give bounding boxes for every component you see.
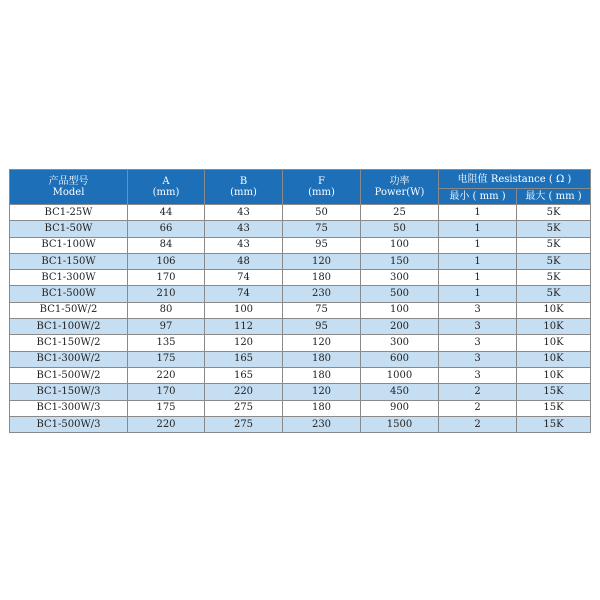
cell-power: 300 [361, 270, 439, 286]
header-resistance-max: 最大 ( mm ) [517, 189, 591, 205]
cell-a: 220 [128, 367, 205, 383]
cell-power: 500 [361, 286, 439, 302]
table-row [10, 270, 591, 286]
cell-f: 120 [283, 384, 361, 400]
cell-res-min: 1 [439, 237, 517, 253]
cell-power: 900 [361, 400, 439, 416]
cell-power: 25 [361, 205, 439, 221]
cell-power: 200 [361, 319, 439, 335]
cell-a: 170 [128, 384, 205, 400]
cell-f: 120 [283, 253, 361, 269]
cell-f: 50 [283, 205, 361, 221]
cell-a: 170 [128, 270, 205, 286]
cell-res-max: 15K [517, 400, 591, 416]
cell-a: 220 [128, 416, 205, 432]
table-row [10, 335, 591, 351]
cell-model: BC1-300W [10, 270, 128, 286]
cell-b: 100 [205, 302, 283, 318]
cell-f: 180 [283, 400, 361, 416]
cell-f: 75 [283, 302, 361, 318]
cell-f: 95 [283, 237, 361, 253]
spec-table [9, 169, 591, 433]
cell-power: 100 [361, 302, 439, 318]
cell-res-max: 10K [517, 319, 591, 335]
cell-b: 43 [205, 205, 283, 221]
cell-f: 230 [283, 416, 361, 432]
cell-b: 43 [205, 237, 283, 253]
cell-res-max: 5K [517, 221, 591, 237]
cell-res-min: 1 [439, 253, 517, 269]
cell-b: 220 [205, 384, 283, 400]
table-row [10, 384, 591, 400]
cell-a: 135 [128, 335, 205, 351]
header-resistance: 电阻值 Resistance ( Ω ) [439, 170, 591, 189]
cell-res-min: 2 [439, 416, 517, 432]
header-model: 产品型号 Model [10, 170, 128, 205]
cell-a: 44 [128, 205, 205, 221]
cell-a: 175 [128, 400, 205, 416]
cell-model: BC1-300W/2 [10, 351, 128, 367]
cell-f: 95 [283, 319, 361, 335]
cell-b: 165 [205, 367, 283, 383]
table-row [10, 253, 591, 269]
cell-power: 450 [361, 384, 439, 400]
table-row [10, 367, 591, 383]
table-header [10, 170, 591, 205]
cell-a: 106 [128, 253, 205, 269]
cell-res-max: 5K [517, 237, 591, 253]
cell-f: 180 [283, 367, 361, 383]
table-row [10, 400, 591, 416]
cell-res-max: 15K [517, 384, 591, 400]
cell-a: 210 [128, 286, 205, 302]
cell-res-max: 10K [517, 367, 591, 383]
cell-res-max: 5K [517, 286, 591, 302]
cell-power: 150 [361, 253, 439, 269]
cell-res-min: 1 [439, 270, 517, 286]
table-body [10, 205, 591, 433]
cell-res-min: 2 [439, 384, 517, 400]
cell-res-min: 1 [439, 205, 517, 221]
cell-model: BC1-50W [10, 221, 128, 237]
cell-model: BC1-500W/3 [10, 416, 128, 432]
cell-model: BC1-150W/2 [10, 335, 128, 351]
cell-model: BC1-500W/2 [10, 367, 128, 383]
cell-model: BC1-100W/2 [10, 319, 128, 335]
cell-model: BC1-25W [10, 205, 128, 221]
table-row [10, 416, 591, 432]
cell-power: 300 [361, 335, 439, 351]
cell-res-max: 5K [517, 253, 591, 269]
cell-model: BC1-150W [10, 253, 128, 269]
cell-power: 1000 [361, 367, 439, 383]
cell-power: 100 [361, 237, 439, 253]
cell-power: 50 [361, 221, 439, 237]
header-f: F (mm) [283, 170, 361, 205]
cell-res-min: 2 [439, 400, 517, 416]
cell-a: 66 [128, 221, 205, 237]
cell-res-min: 3 [439, 351, 517, 367]
cell-b: 74 [205, 286, 283, 302]
cell-a: 175 [128, 351, 205, 367]
cell-model: BC1-50W/2 [10, 302, 128, 318]
table-row [10, 205, 591, 221]
cell-f: 230 [283, 286, 361, 302]
header-power: 功率 Power(W) [361, 170, 439, 205]
header-a: A (mm) [128, 170, 205, 205]
cell-res-max: 5K [517, 270, 591, 286]
cell-b: 112 [205, 319, 283, 335]
spec-table-container [9, 169, 590, 433]
cell-f: 180 [283, 270, 361, 286]
cell-power: 600 [361, 351, 439, 367]
cell-model: BC1-300W/3 [10, 400, 128, 416]
cell-res-max: 10K [517, 351, 591, 367]
cell-a: 80 [128, 302, 205, 318]
cell-res-min: 3 [439, 319, 517, 335]
cell-b: 48 [205, 253, 283, 269]
header-resistance-min: 最小 ( mm ) [439, 189, 517, 205]
cell-model: BC1-500W [10, 286, 128, 302]
cell-res-max: 10K [517, 335, 591, 351]
cell-res-min: 1 [439, 286, 517, 302]
cell-a: 84 [128, 237, 205, 253]
table-row [10, 319, 591, 335]
cell-f: 75 [283, 221, 361, 237]
cell-b: 43 [205, 221, 283, 237]
table-row [10, 351, 591, 367]
cell-a: 97 [128, 319, 205, 335]
cell-res-min: 3 [439, 367, 517, 383]
cell-res-min: 3 [439, 335, 517, 351]
cell-b: 275 [205, 400, 283, 416]
cell-res-max: 5K [517, 205, 591, 221]
cell-b: 74 [205, 270, 283, 286]
table-row [10, 221, 591, 237]
table-row [10, 237, 591, 253]
cell-res-min: 1 [439, 221, 517, 237]
cell-b: 120 [205, 335, 283, 351]
cell-b: 165 [205, 351, 283, 367]
cell-power: 1500 [361, 416, 439, 432]
cell-b: 275 [205, 416, 283, 432]
header-b: B (mm) [205, 170, 283, 205]
cell-res-max: 10K [517, 302, 591, 318]
table-row [10, 302, 591, 318]
cell-model: BC1-150W/3 [10, 384, 128, 400]
cell-f: 180 [283, 351, 361, 367]
cell-f: 120 [283, 335, 361, 351]
cell-res-min: 3 [439, 302, 517, 318]
cell-res-max: 15K [517, 416, 591, 432]
cell-model: BC1-100W [10, 237, 128, 253]
table-row [10, 286, 591, 302]
